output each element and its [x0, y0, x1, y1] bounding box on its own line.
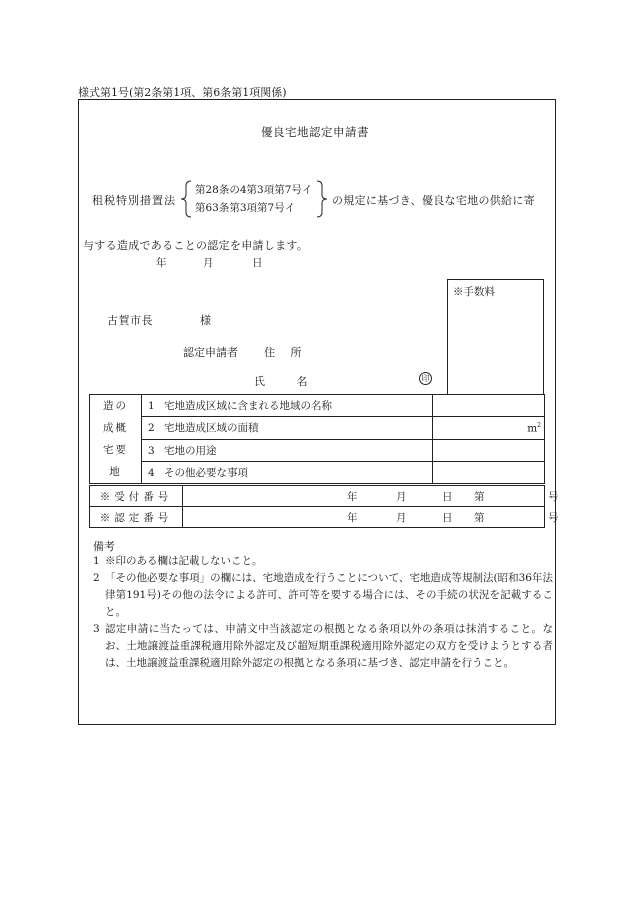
article-option-1: 第28条の4第3項第7号イ: [195, 184, 313, 196]
remarks-title: 備考: [93, 540, 115, 553]
item-area-size: 2 宅地造成区域の面積: [142, 417, 433, 439]
table-row: [90, 461, 545, 483]
table-row: [90, 395, 545, 417]
name-label: 氏 名: [254, 375, 322, 388]
seal-mark: 印: [419, 372, 432, 385]
date-month: 月: [203, 257, 214, 269]
land-overview-header: 造の 成概 宅要 地: [90, 395, 142, 484]
form-label: 様式第1号(第2条第1項、第6条第1項関係): [78, 86, 287, 99]
land-overview-table: [89, 394, 545, 484]
article-option-2: 第63条第3項第7号イ: [195, 202, 296, 214]
tax-law-name: 租税特別措置法: [92, 194, 176, 207]
table-row: [90, 486, 545, 507]
receipt-number-field[interactable]: 年 月 日 第 号: [183, 486, 545, 507]
request-text-line2: 与する造成であることの認定を申請します。: [83, 239, 309, 252]
value-area-name[interactable]: [433, 395, 545, 417]
table-row: [90, 417, 545, 439]
document-title: 優良宅地認定申請書: [261, 125, 369, 139]
date-year: 年: [156, 257, 167, 269]
registration-number-table: [89, 485, 559, 528]
request-text-line1: の規定に基づき、優良な宅地の供給に寄: [332, 194, 535, 207]
remark-1: 1 ※印のある欄は記載しないこと。: [93, 555, 263, 567]
table-row: [90, 507, 545, 528]
remark-2: 2 「その他必要な事項」の欄には、宅地造成を行うことについて、宅地造成等規制法(昭和36年法律第191号)その他の法令による許可、許可等を要する場合には、その手続の状況を記載すること。: [93, 572, 553, 618]
date-day: 日: [252, 257, 263, 269]
item-other: 4 その他必要な事項: [142, 461, 433, 483]
honorific: 様: [200, 314, 211, 327]
item-area-name: 1 宅地造成区域に含まれる地域の名称: [142, 395, 433, 417]
mayor-addressee: 古賀市長: [107, 314, 153, 327]
approval-number-label: ※認定番号: [90, 507, 183, 528]
right-brace-icon: [316, 180, 328, 218]
applicant-label: 認定申請者: [183, 346, 238, 359]
left-brace-icon: [180, 180, 192, 218]
remark-3: 3 認定申請に当たっては、申請文中当該認定の根拠となる条項以外の条項は抹消すること。なお、土地譲渡益重課税適用除外認定及び超短期重課税適用除外認定の双方を受けようとする者は、土地譲渡益重課税適用除外認定の根拠となる条項に基づき、認定申請を行うこと。: [93, 623, 553, 669]
table-row: [90, 439, 545, 461]
value-area-size[interactable]: $m^2$: [433, 417, 545, 439]
fee-label: ※手数料: [453, 286, 495, 298]
approval-number-field[interactable]: 年 月 日 第 号: [183, 507, 545, 528]
receipt-number-label: ※受付番号: [90, 486, 183, 507]
address-label: 住 所: [264, 346, 308, 359]
value-other[interactable]: [433, 461, 545, 483]
value-land-use[interactable]: [433, 439, 545, 461]
item-land-use: 3 宅地の用途: [142, 439, 433, 461]
area-unit: m: [527, 422, 538, 435]
